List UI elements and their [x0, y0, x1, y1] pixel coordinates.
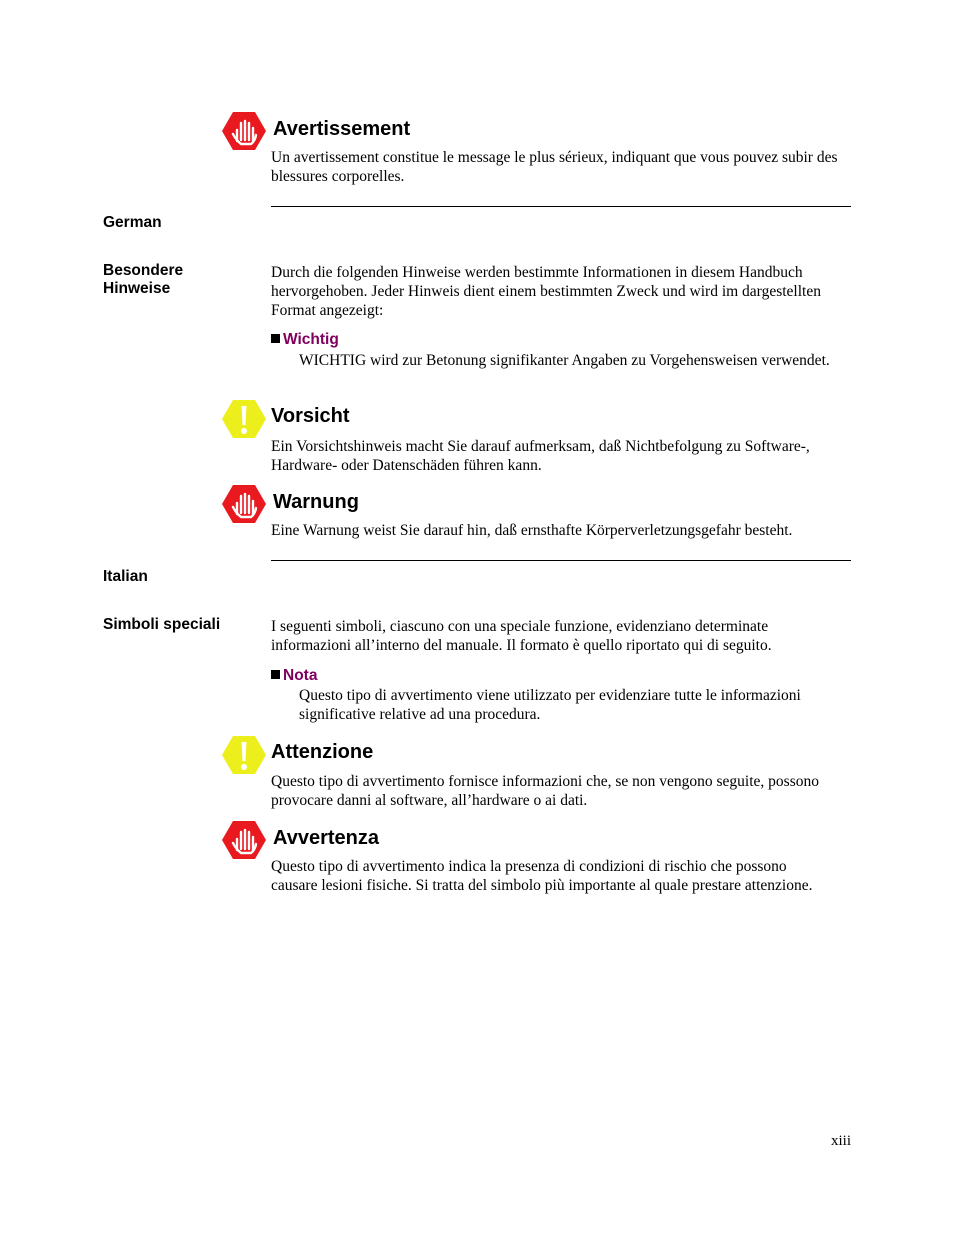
de-caution-title: Vorsicht	[271, 405, 350, 427]
warning-hand-icon	[221, 484, 267, 524]
de-note-text: WICHTIG wird zur Betonung signifikanter Angaben zu Vorgehensweisen verwendet.	[299, 352, 830, 369]
caution-exclamation-icon	[221, 735, 267, 775]
de-caution-text: Ein Vorsichtshinweis macht Sie darauf aufmerksam, daß Nichtbefolgung zu Software-, Hardware- oder Datenschäden führen kann.	[271, 438, 810, 474]
it-note-title	[271, 667, 317, 685]
warning-hand-icon	[221, 111, 267, 151]
it-caution-title: Attenzione	[271, 741, 374, 763]
caution-exclamation-icon	[221, 399, 267, 439]
section-divider	[271, 206, 851, 207]
note-square-icon	[271, 670, 280, 679]
subsection-label-german: Besondere Hinweise	[103, 262, 184, 297]
de-intro-text: Durch die folgenden Hinweise werden bestimmte Informationen in diesem Handbuch hervorgehoben. Jeder Hinweis dient einem bestimmten Zweck und wird im dargestellten Format angezeigt:	[271, 264, 821, 319]
it-warning-text: Questo tipo di avvertimento indica la presenza di condizioni di rischio che possono causare lesioni fisiche. Si tratta del simbolo più importante al quale prestare attenzione.	[271, 858, 813, 894]
it-warning-title: Avvertenza	[273, 827, 379, 849]
it-intro-text: I seguenti simboli, ciascuno con una speciale funzione, evidenziano determinate informazioni all’interno del manuale. Il formato è quello riportato qui di seguito.	[271, 618, 772, 654]
subsection-label-italian: Simboli speciali	[103, 616, 221, 633]
it-note-title-text: Nota	[283, 667, 318, 684]
it-note-text: Questo tipo di avvertimento viene utilizzato per evidenziare tutte le informazioni significative relative ad una procedura.	[299, 687, 801, 723]
de-warning-text: Eine Warnung weist Sie darauf hin, daß ernsthafte Körperverletzungsgefahr besteht.	[271, 522, 793, 539]
section-label-italian: Italian	[103, 568, 148, 585]
de-note-title-text: Wichtig	[283, 331, 339, 348]
section-divider	[271, 560, 851, 561]
fr-warning-text: Un avertissement constitue le message le plus sérieux, indiquant que vous pouvez subir des blessures corporelles.	[271, 149, 838, 185]
section-label-german: German	[103, 214, 162, 231]
de-note-title	[271, 331, 339, 349]
fr-warning-title: Avertissement	[273, 118, 411, 140]
note-square-icon	[271, 334, 280, 343]
page-number: xiii	[830, 1133, 851, 1149]
it-caution-text: Questo tipo di avvertimento fornisce informazioni che, se non vengono seguite, possono provocare danni al software, all’hardware o ai dati.	[271, 773, 819, 809]
warning-hand-icon	[221, 820, 267, 860]
de-warning-title: Warnung	[273, 491, 359, 513]
